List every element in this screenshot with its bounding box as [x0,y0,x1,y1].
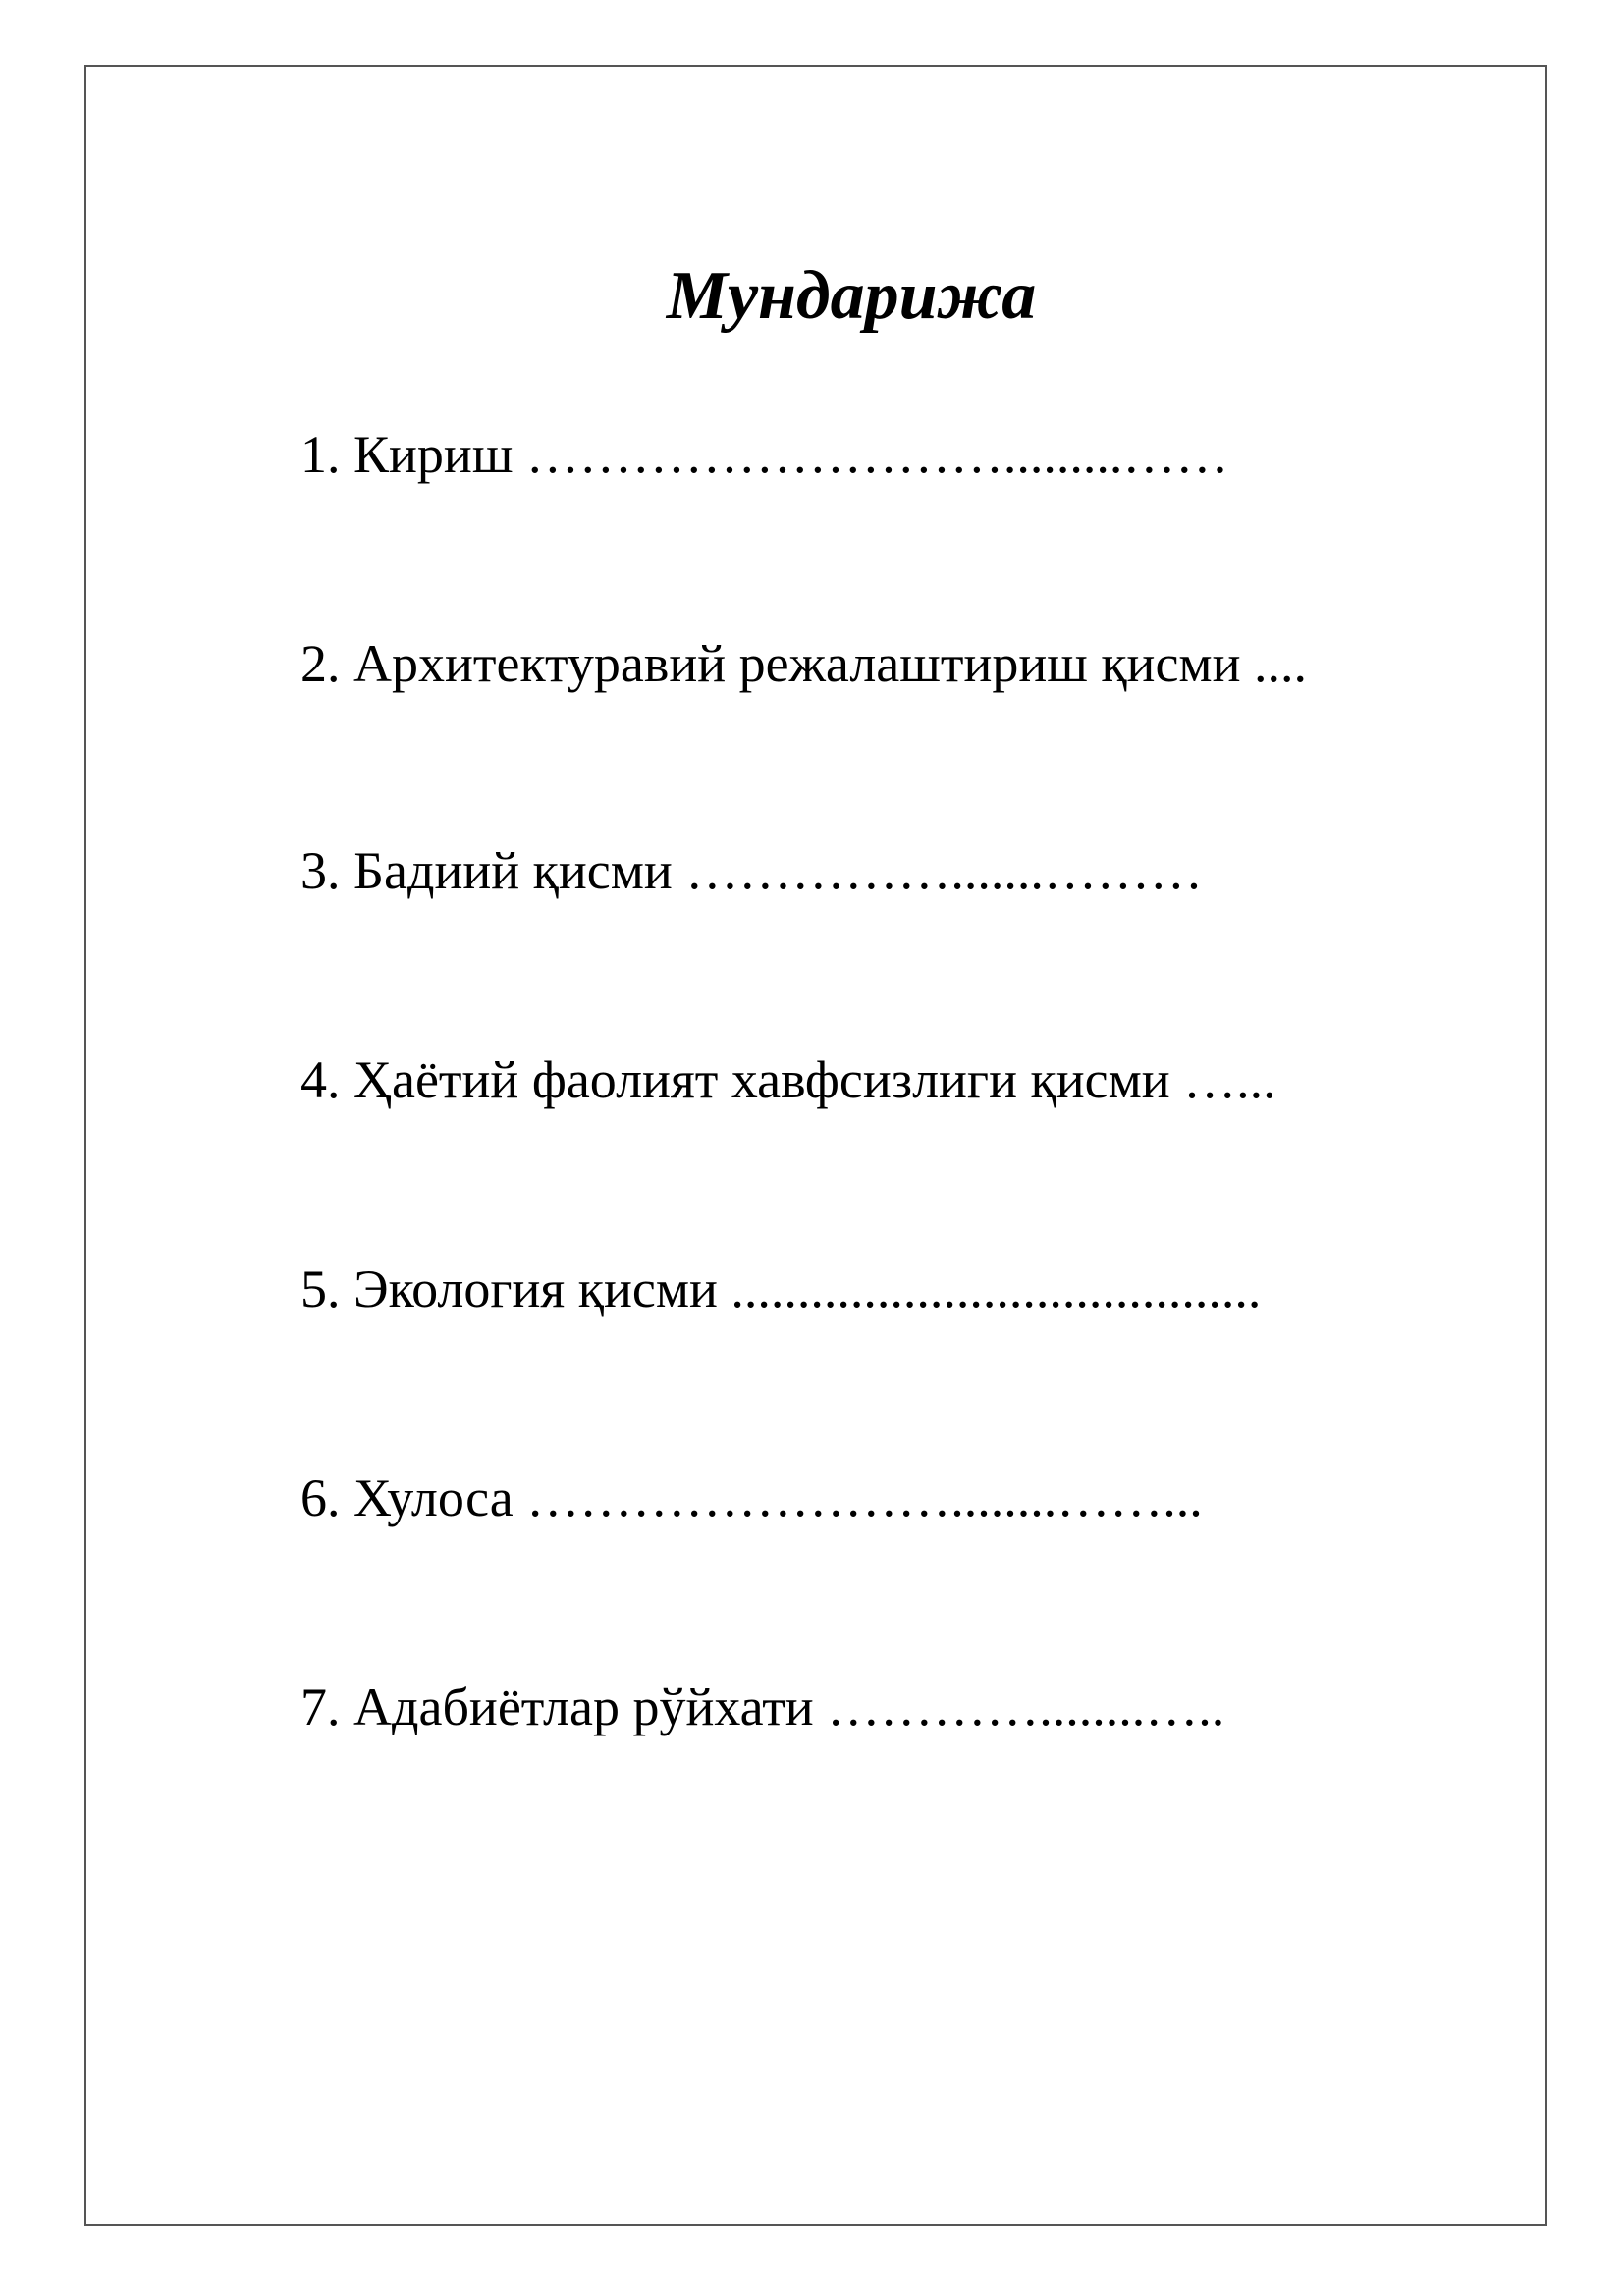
toc-title: Мундарижа [666,258,1037,334]
toc-item-architecture: 2. Архитектуравий режалаштириш қисми .... [300,634,1307,693]
toc-item-introduction: 1. Кириш ……………………….........…… [300,425,1229,484]
page-border [84,65,1547,2226]
toc-item-artistic: 3. Бадиий қисми …………….......……… [300,841,1203,900]
toc-item-conclusion: 6. Хулоса ……………………........……... [300,1468,1203,1527]
toc-item-bibliography: 7. Адабиётлар рўйхати …………........….. [300,1678,1225,1736]
toc-item-life-safety: 4. Ҳаётий фаолият хавфсизлиги қисми …... [300,1050,1276,1109]
toc-item-ecology: 5. Экология қисми ........................................ [300,1259,1262,1318]
